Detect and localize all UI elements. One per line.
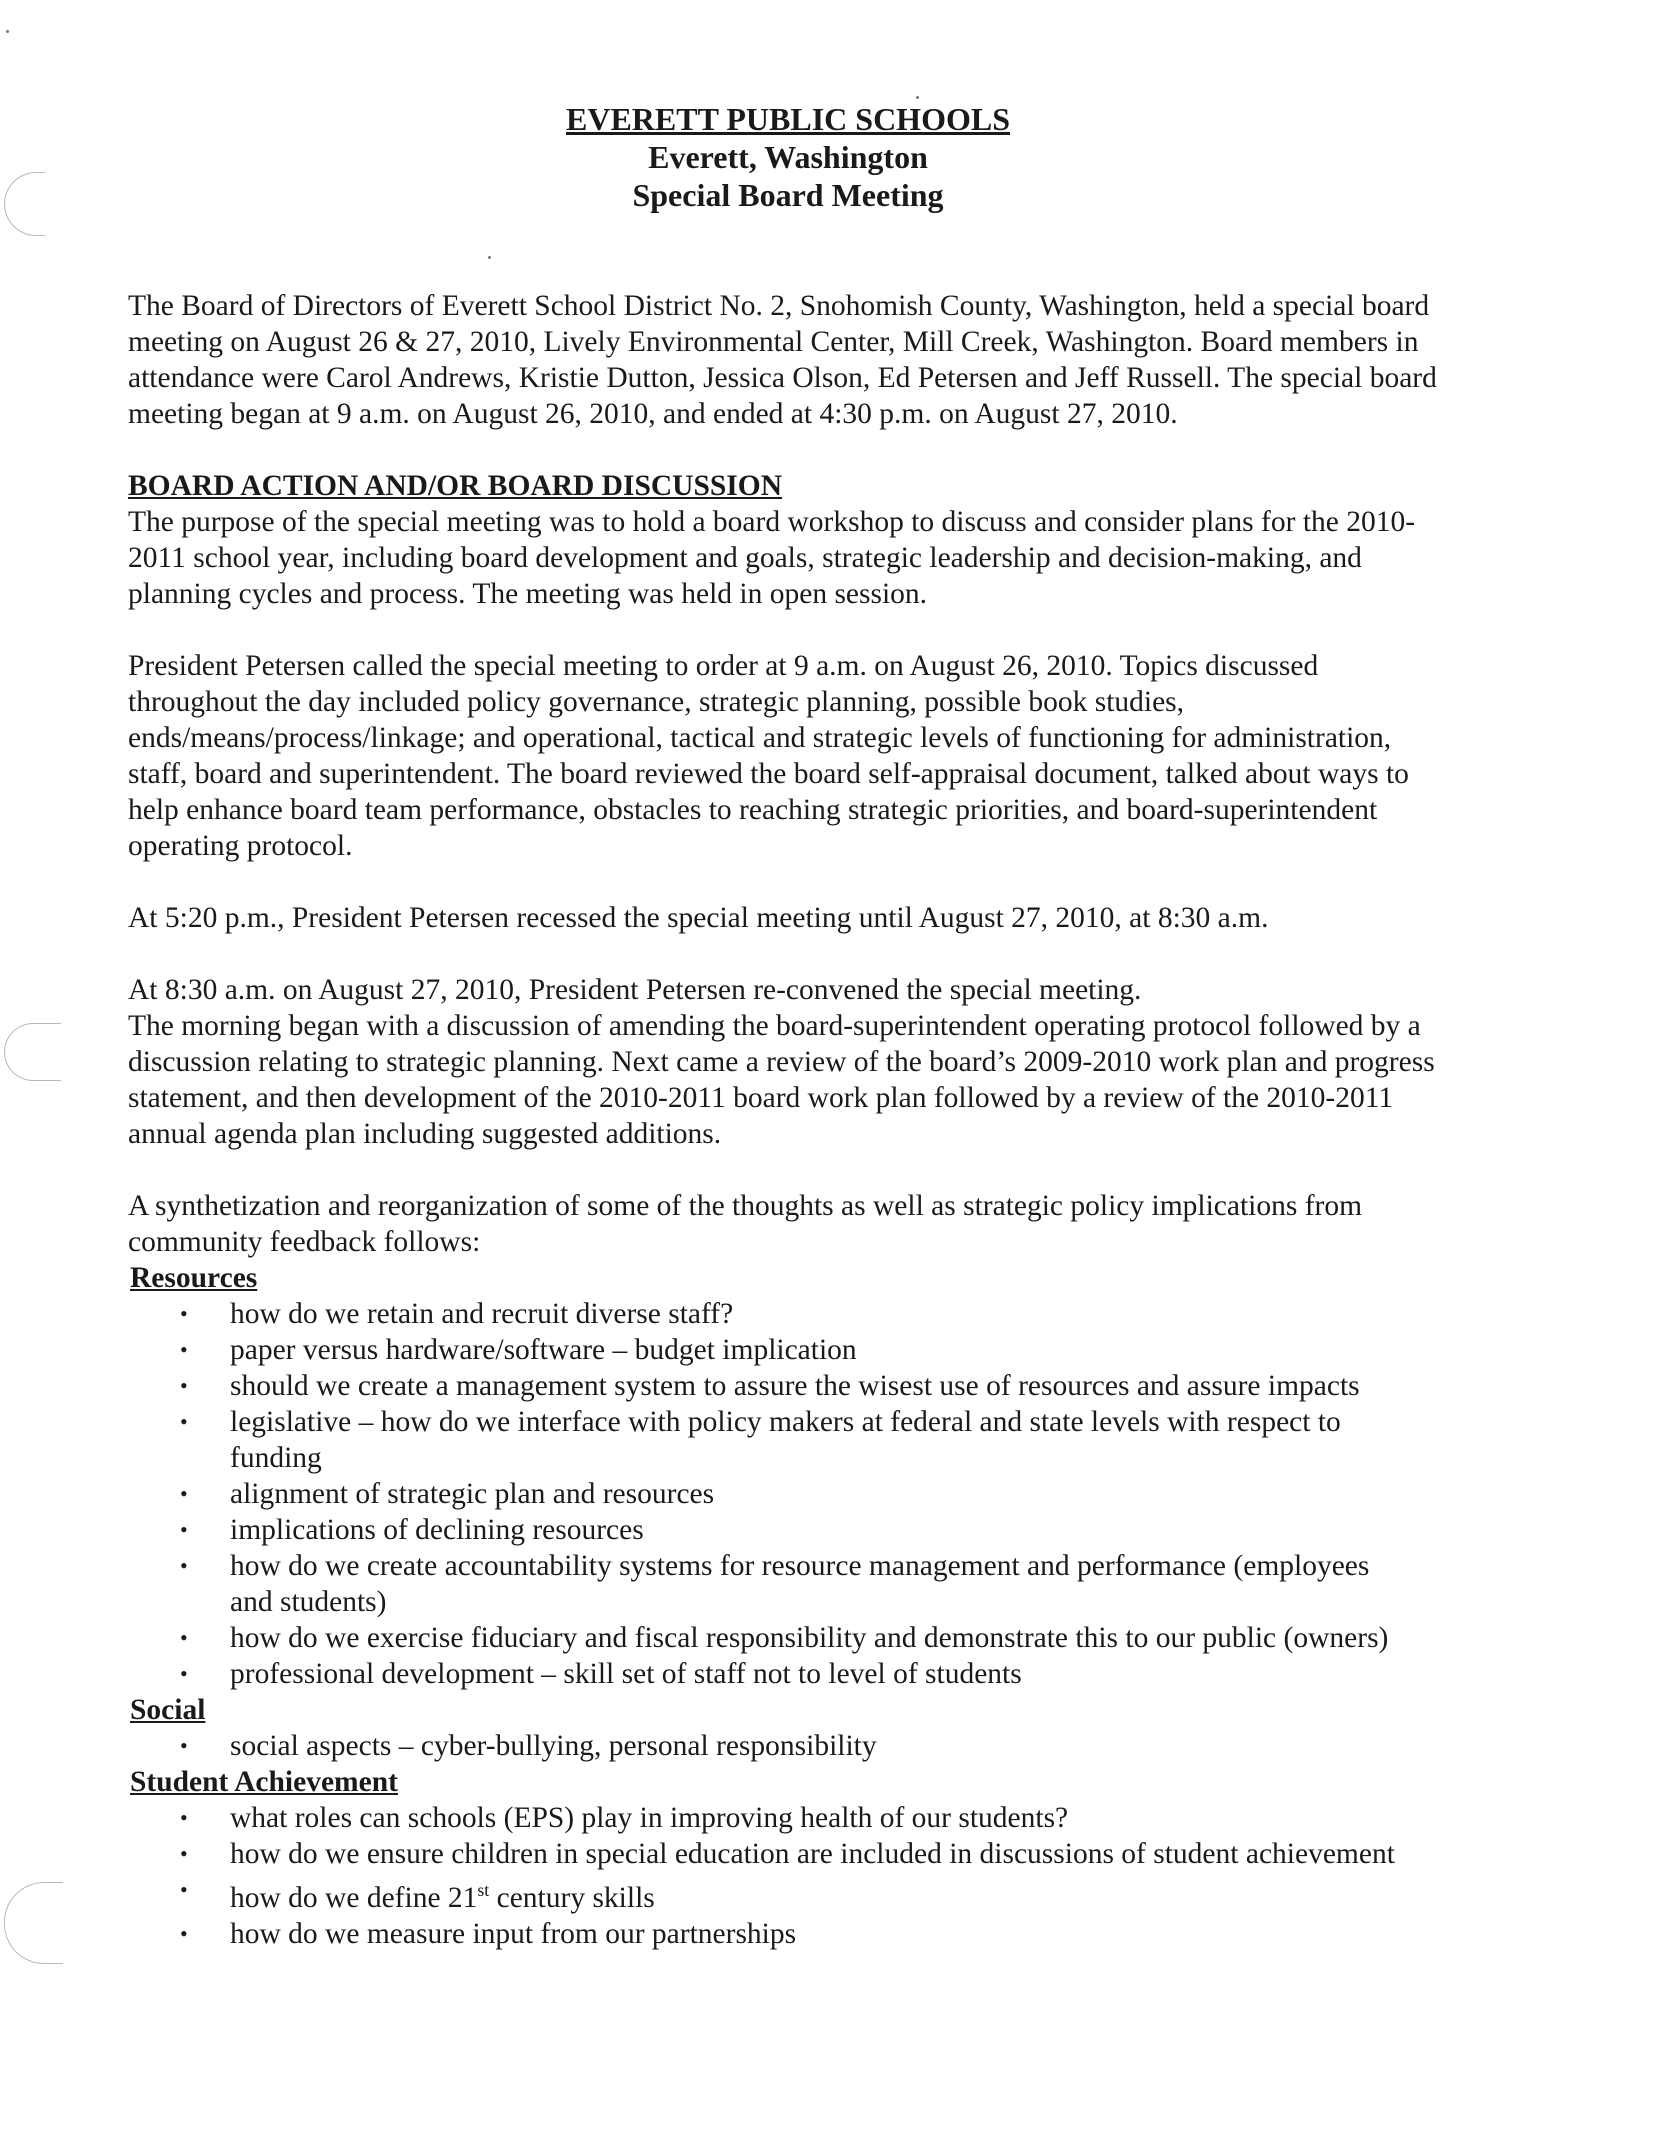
scan-speck [916, 96, 919, 99]
list-item: • alignment of strategic plan and resources [180, 1478, 715, 1510]
list-item: • how do we measure input from our partnerships [180, 1917, 797, 1950]
student-achievement-list [128, 1800, 1448, 1952]
morning-paragraph: The morning began with a discussion of amending the board-superintendent operating protocol followed by a discussion relating to strategic planning. Next came a review of the board’s 2009-2010 work plan and progress statement, and then development of the 2010-2011 board work plan followed by a review of the 2010-2011 annual agenda plan including suggested additions. [128, 1010, 1435, 1150]
scan-speck [6, 30, 9, 33]
bullet-icon: • [180, 1409, 188, 1434]
reconvene-line: At 8:30 a.m. on August 27, 2010, President Petersen re-convened the special meeting. [128, 974, 1142, 1006]
location-title: Everett, Washington [648, 139, 928, 175]
bullet-icon: • [180, 1337, 188, 1362]
list-item: • social aspects – cyber-bullying, personal responsibility [180, 1730, 877, 1762]
punch-hole-mark [4, 1023, 61, 1081]
list-item: • legislative – how do we interface with policy makers at federal and state levels with respect to funding [180, 1406, 1341, 1474]
synthesis-paragraph: A synthetization and reorganization of some of the thoughts as well as strategic policy implications from community feedback follows: [128, 1190, 1363, 1258]
bullet-icon: • [180, 1805, 188, 1830]
social-list [128, 1728, 1448, 1764]
day1-paragraph: President Petersen called the special meeting to order at 9 a.m. on August 26, 2010. Topics discussed throughout the day included policy governance, strategic planning, possible book studies, ends/means/process/linkage; and operational, tactical and strategic levels of functioning for administration, staff, board and superintendent. The board reviewed the board self-appraisal document, talked about ways to help enhance board team performance, obstacles to reaching strategic priorities, and board-superintendent operating protocol. [128, 650, 1409, 862]
list-item: • what roles can schools (EPS) play in improving health of our students? [180, 1802, 1069, 1834]
group-title-student-achievement: Student Achievement [130, 1766, 398, 1798]
group-title-resources: Resources [130, 1262, 258, 1294]
meeting-title: Special Board Meeting [632, 177, 944, 213]
bullet-icon: • [180, 1920, 188, 1946]
bullet-icon: • [180, 1841, 188, 1866]
bullet-icon: • [180, 1625, 188, 1650]
list-item: • how do we retain and recruit diverse staff? [180, 1298, 734, 1330]
bullet-icon: • [180, 1553, 188, 1578]
bullet-icon: • [180, 1733, 188, 1758]
bullet-icon: • [180, 1877, 188, 1902]
document-header [128, 100, 1448, 214]
group-title-social: Social [130, 1694, 206, 1726]
bullet-icon: • [180, 1373, 188, 1398]
list-item: • implications of declining resources [180, 1514, 644, 1546]
purpose-paragraph: The purpose of the special meeting was to hold a board workshop to discuss and consider plans for the 2010-2011 school year, including board development and goals, strategic leadership and decision-making, and planning cycles and process. The meeting was held in open session. [128, 506, 1416, 610]
bullet-icon: • [180, 1661, 188, 1686]
recess-paragraph: At 5:20 p.m., President Petersen recessed the special meeting until August 27, 2010, at 8:30 a.m. [128, 902, 1269, 934]
list-item: • professional development – skill set of staff not to level of students [180, 1658, 1022, 1690]
resources-list [128, 1296, 1448, 1692]
section-heading: BOARD ACTION AND/OR BOARD DISCUSSION [128, 470, 783, 502]
bullet-icon: • [180, 1517, 188, 1542]
list-item: • how do we ensure children in special education are included in discussions of student achievement [180, 1838, 1395, 1870]
punch-hole-mark [4, 172, 45, 236]
list-item: • how do we exercise fiduciary and fiscal responsibility and demonstrate this to our public (owners) [180, 1622, 1389, 1654]
list-item: • how do we create accountability systems for resource management and performance (employees and students) [180, 1550, 1370, 1618]
list-item: • should we create a management system to assure the wisest use of resources and assure impacts [180, 1370, 1360, 1402]
document-body [128, 100, 1448, 1952]
bullet-icon: • [180, 1481, 188, 1506]
list-item: • how do we define 21st century skills [128, 1872, 1448, 1916]
punch-hole-mark [4, 1882, 63, 1964]
intro-paragraph: The Board of Directors of Everett School District No. 2, Snohomish County, Washington, held a special board meeting on August 26 & 27, 2010, Lively Environmental Center, Mill Creek, Washington. Board members in attendance were Carol Andrews, Kristie Dutton, Jessica Olson, Ed Petersen and Jeff Russell. The special board meeting began at 9 a.m. on August 26, 2010, and ended at 4:30 p.m. on August 27, 2010. [128, 290, 1437, 430]
bullet-icon: • [180, 1301, 188, 1326]
list-item: • paper versus hardware/software – budget implication [180, 1334, 857, 1366]
org-title: EVERETT PUBLIC SCHOOLS [566, 101, 1010, 137]
